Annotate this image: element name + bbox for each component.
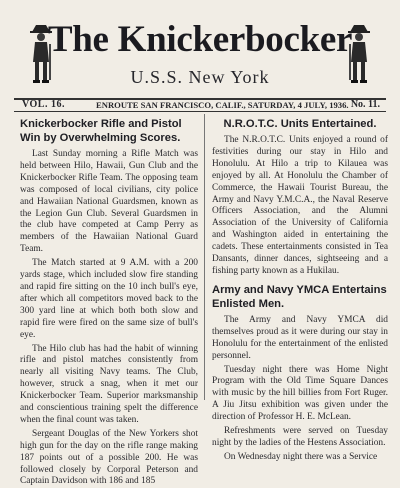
- article-paragraph: Tuesday night there was Home Night Program with the Old Time Square Dances with music by the hill billies from Fort Ruger. A Jiu Jitsu exhibition was given under the direction of Professor H. E. McLean.: [212, 364, 388, 423]
- article-headline: N.R.O.T.C. Units Entertained.: [223, 118, 377, 130]
- article-paragraph: Last Sunday morning a Rifle Match was held between Hilo, Hawaii, Gun Club and the Knickerbocker Rifle Team. The opposing team was composed of local civilians, city police and Hawaiian National Guardsmen, known as the Legion Gun Club. Several Guardsmen in the club have competed at Camp Perry as members of the Hawaiian National Guard Team.: [20, 149, 198, 255]
- article-headline: Army and Navy YMCA Entertains Enlisted Men.: [212, 283, 387, 310]
- article-paragraph: Sergeant Douglas of the New Yorkers shot high gun for the day on the rifle range making 187 points out of a possible 200. He was followed closely by Corporal Peterson and Captain Davidson with 186 and 185: [20, 428, 198, 487]
- article-rifle-pistol: [20, 117, 198, 488]
- column-divider: [204, 114, 205, 400]
- article-nrotc: [212, 117, 388, 278]
- article-paragraph: The Army and Navy YMCA did themselves proud as it were during our stay in Honolulu for the entertainment of the enlisted personnel.: [212, 314, 388, 361]
- newspaper-title: The Knickerbocker: [47, 19, 353, 60]
- place-and-date: ENROUTE SAN FRANCISCO, CALIF., SATURDAY, 4 JULY, 1936.: [96, 100, 349, 110]
- left-column: [20, 112, 198, 487]
- right-column: [212, 112, 388, 462]
- article-body: [212, 315, 388, 464]
- article-body: [20, 149, 198, 488]
- article-paragraph: The N.R.O.T.C. Units enjoyed a round of festivities during our stay in Hilo and Honolulu. At Hilo a trip to Kilauea was enjoyed by all. At Honolulu the Chamber of Commerce, the Hawaii Tourist Bureau, the Army and Navy Y.M.C.A., the Naval Reserve Officers Association, and the Alumni Association of the University of California and Washington aided in entertaining the cadets. These entertainments consisted in Tea Dansants, dinner dances, sightseeing and a fishing party known as a Hukilau.: [212, 135, 388, 276]
- article-body: [212, 135, 388, 278]
- article-paragraph: The Hilo club has had the habit of winning rifle and pistol matches consistently from nearly all visiting Navy teams. The Club, however, struck a snag, when it met our Knickerbocker Team. Superior marksmanship and conscientious training spelt the difference when the final count was taken.: [20, 343, 198, 425]
- article-paragraph: Refreshments were served on Tuesday night by the ladies of the Hestens Association.: [212, 426, 388, 448]
- dateline: [14, 99, 386, 111]
- article-ymca: [212, 283, 388, 464]
- masthead: [0, 0, 400, 92]
- ship-name: U.S.S. New York: [130, 67, 270, 87]
- article-paragraph: The Match started at 9 A.M. with a 200 yards stage, which included slow fire standing and rapid fire sitting on the 10 inch bull's eye, after which all competitors moved back to the 300 yard line at which both both slow and rapid fire were fired on the same size of bull's eye.: [20, 258, 198, 340]
- volume-number: VOL. 16.: [22, 99, 65, 110]
- issue-number: No. 11.: [350, 99, 380, 110]
- article-paragraph: On Wednesday night there was a Service: [224, 451, 378, 462]
- article-headline: Knickerbocker Rifle and Pistol Win by Overwhelming Scores.: [20, 118, 182, 144]
